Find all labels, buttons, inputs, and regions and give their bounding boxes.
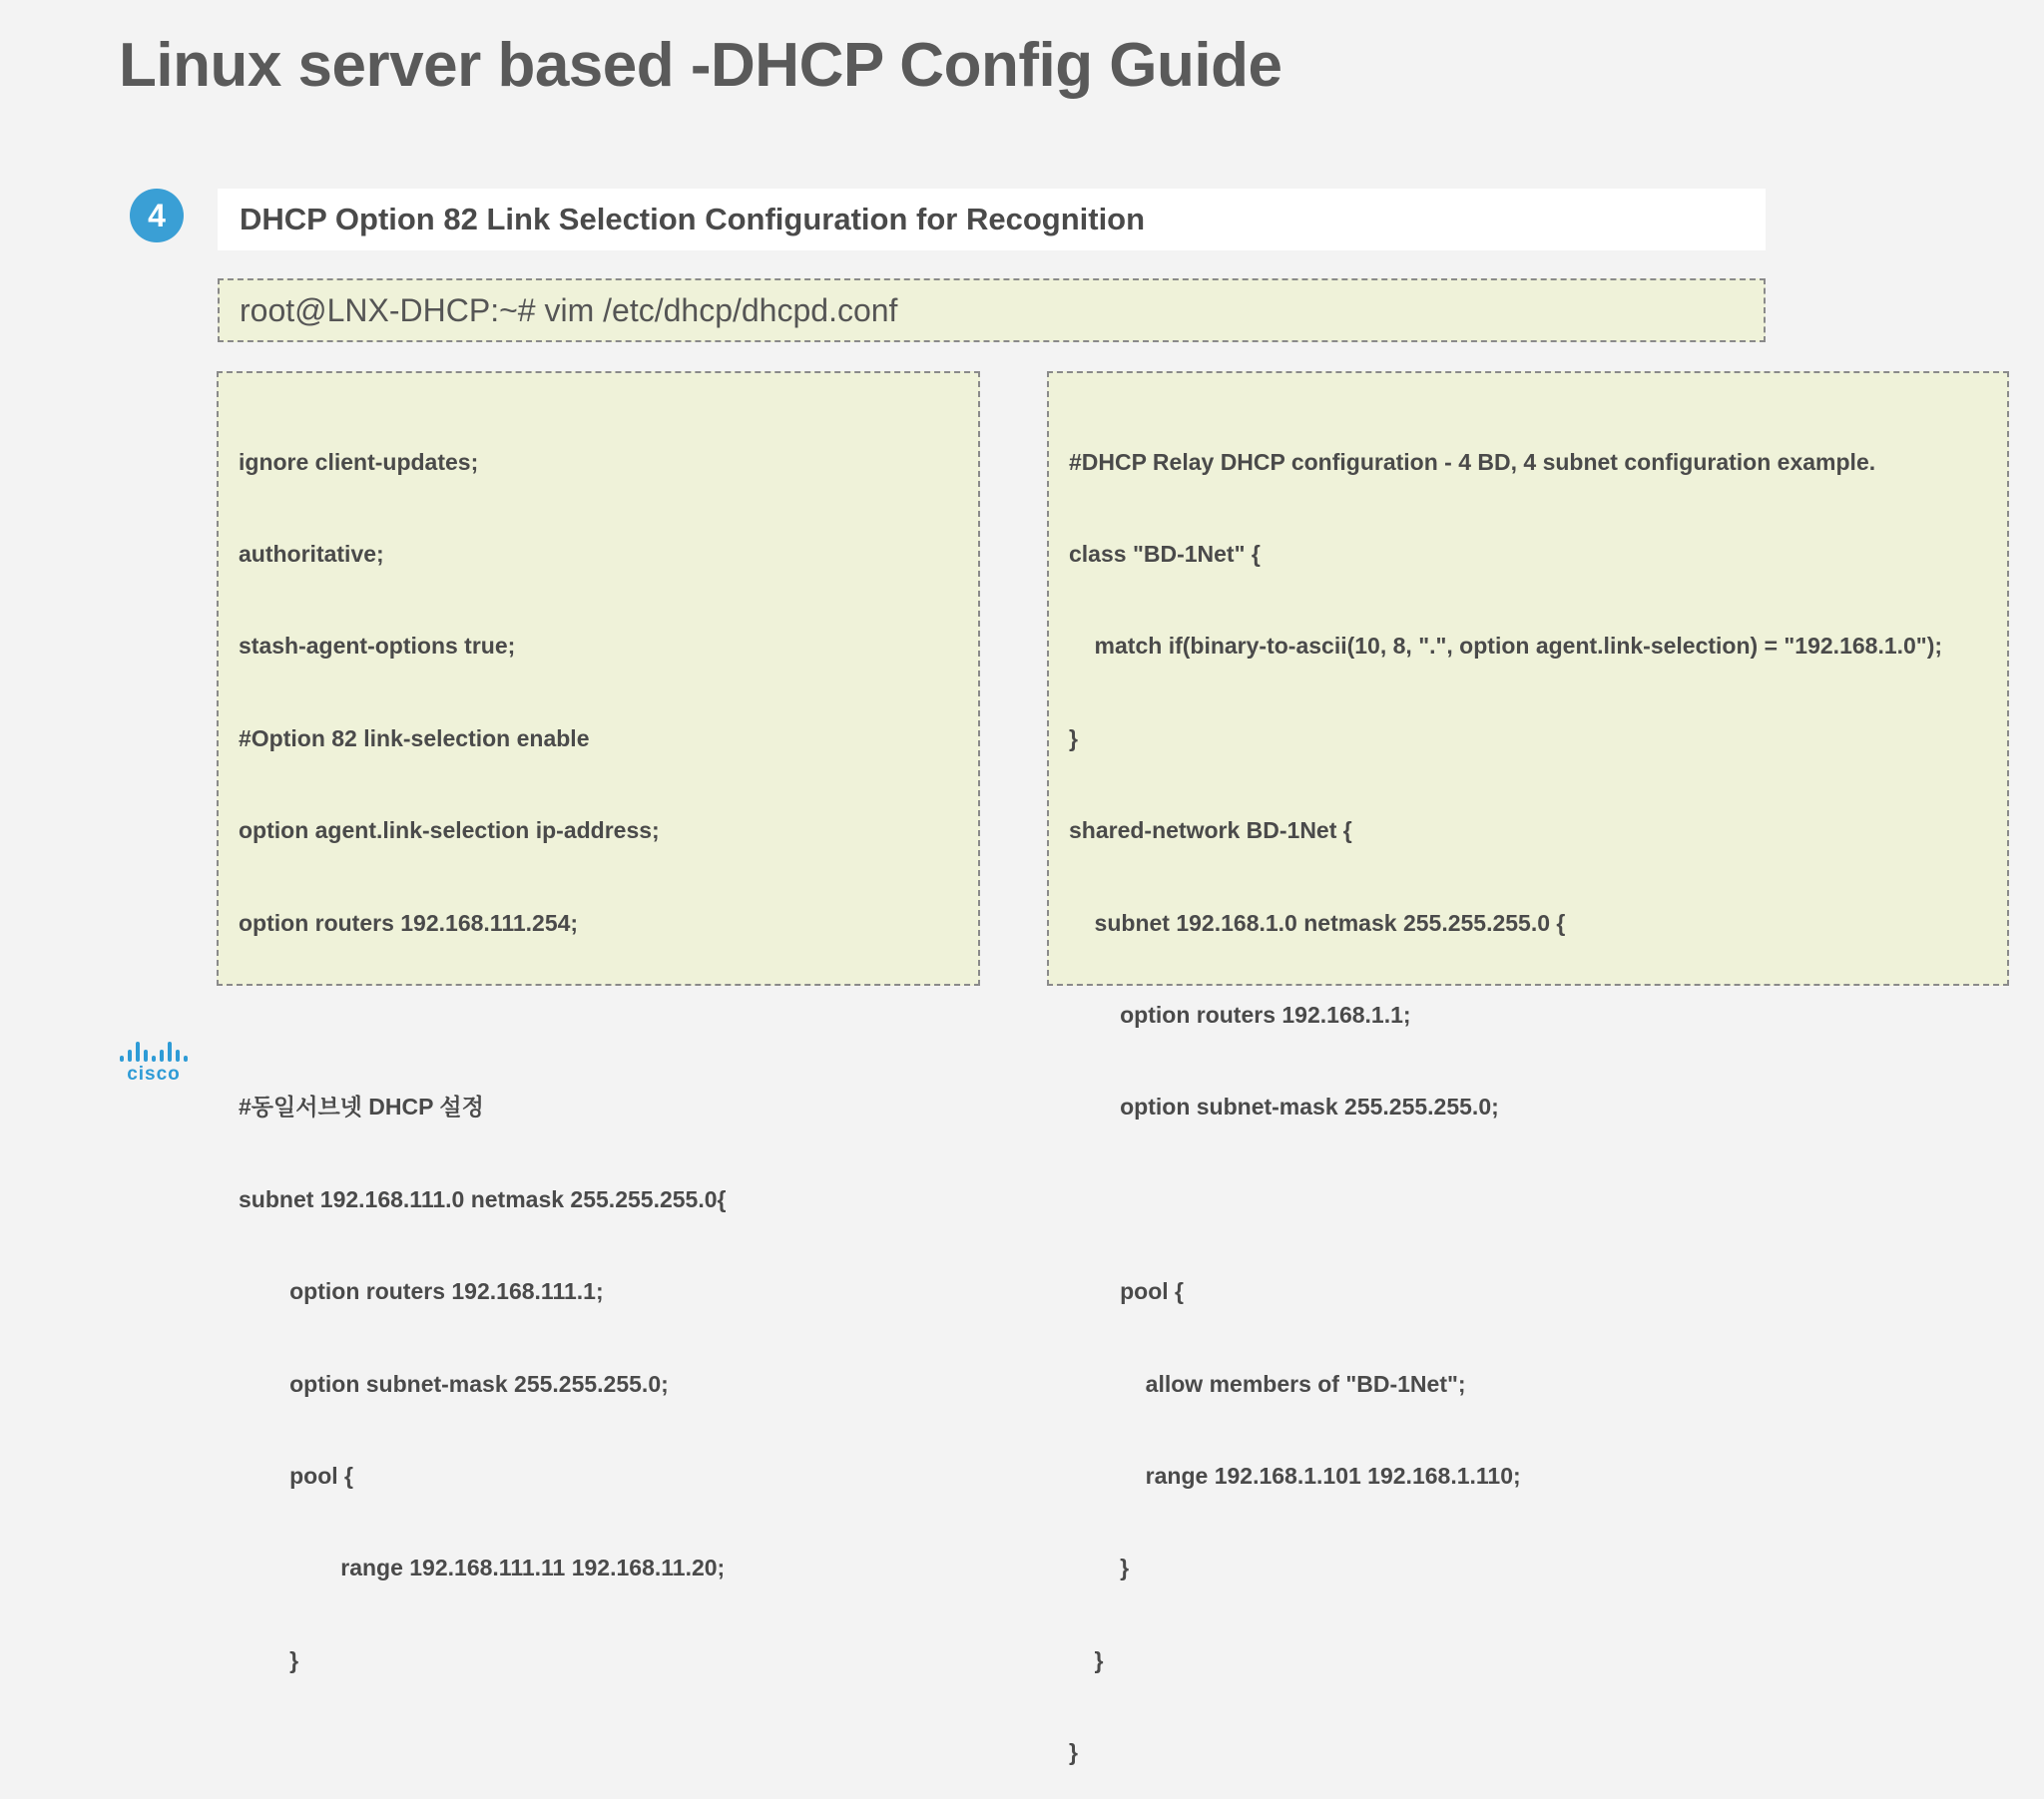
code-line: option subnet-mask 255.255.255.0; <box>1069 1094 1499 1121</box>
right-config-block <box>1047 371 2009 1766</box>
code-line: allow members of "BD-1Net"; <box>1069 1370 1466 1397</box>
page-title: Linux server based -DHCP Config Guide <box>119 31 1282 100</box>
cisco-logo-icon <box>114 1042 194 1062</box>
code-line: } <box>1069 724 1078 751</box>
code-line: } <box>1069 1555 1130 1581</box>
code-line <box>239 1000 978 1031</box>
code-line: pool { <box>1069 1278 1184 1305</box>
step-number-badge: 4 <box>130 189 184 242</box>
command-text: root@LNX-DHCP:~# vim /etc/dhcp/dhcpd.conf <box>240 291 898 328</box>
code-line: #DHCP Relay DHCP configuration - 4 BD, 4 subnet configuration example. <box>1069 448 1876 475</box>
cisco-logo-text: cisco <box>127 1064 181 1085</box>
code-line: match if(binary-to-ascii(10, 8, ".", option agent.link-selection) = "192.168.1.0"); <box>1069 633 1943 660</box>
code-line: } <box>1069 1739 1078 1766</box>
code-line: option subnet-mask 255.255.255.0; <box>239 1370 669 1397</box>
code-line <box>1069 1184 2007 1215</box>
code-line: option routers 192.168.111.254; <box>239 909 579 936</box>
code-line: option agent.link-selection ip-address; <box>239 817 660 844</box>
left-config-block <box>217 371 980 1673</box>
code-line: #Option 82 link-selection enable <box>239 724 590 751</box>
code-line: #동일서브넷 DHCP 설정 <box>239 1094 484 1121</box>
command-line <box>218 278 1766 342</box>
code-line: subnet 192.168.111.0 netmask 255.255.255.0{ <box>239 1185 727 1212</box>
code-line: pool { <box>239 1462 353 1489</box>
code-line: shared-network BD-1Net { <box>1069 817 1352 844</box>
code-line: authoritative; <box>239 540 384 567</box>
code-line: range 192.168.1.101 192.168.1.110; <box>1069 1462 1521 1489</box>
code-line: } <box>239 1646 299 1673</box>
code-line: range 192.168.111.11 192.168.11.20; <box>239 1555 726 1581</box>
code-line: } <box>1069 1646 1104 1673</box>
section-heading: DHCP Option 82 Link Selection Configuration for Recognition <box>218 189 1766 250</box>
cisco-logo <box>114 1042 194 1088</box>
code-line: option routers 192.168.111.1; <box>239 1278 604 1305</box>
code-line: option routers 192.168.1.1; <box>1069 1001 1411 1028</box>
code-line: class "BD-1Net" { <box>1069 540 1261 567</box>
code-line: stash-agent-options true; <box>239 633 516 660</box>
code-line: subnet 192.168.1.0 netmask 255.255.255.0 { <box>1069 909 1566 936</box>
code-line: ignore client-updates; <box>239 448 479 475</box>
